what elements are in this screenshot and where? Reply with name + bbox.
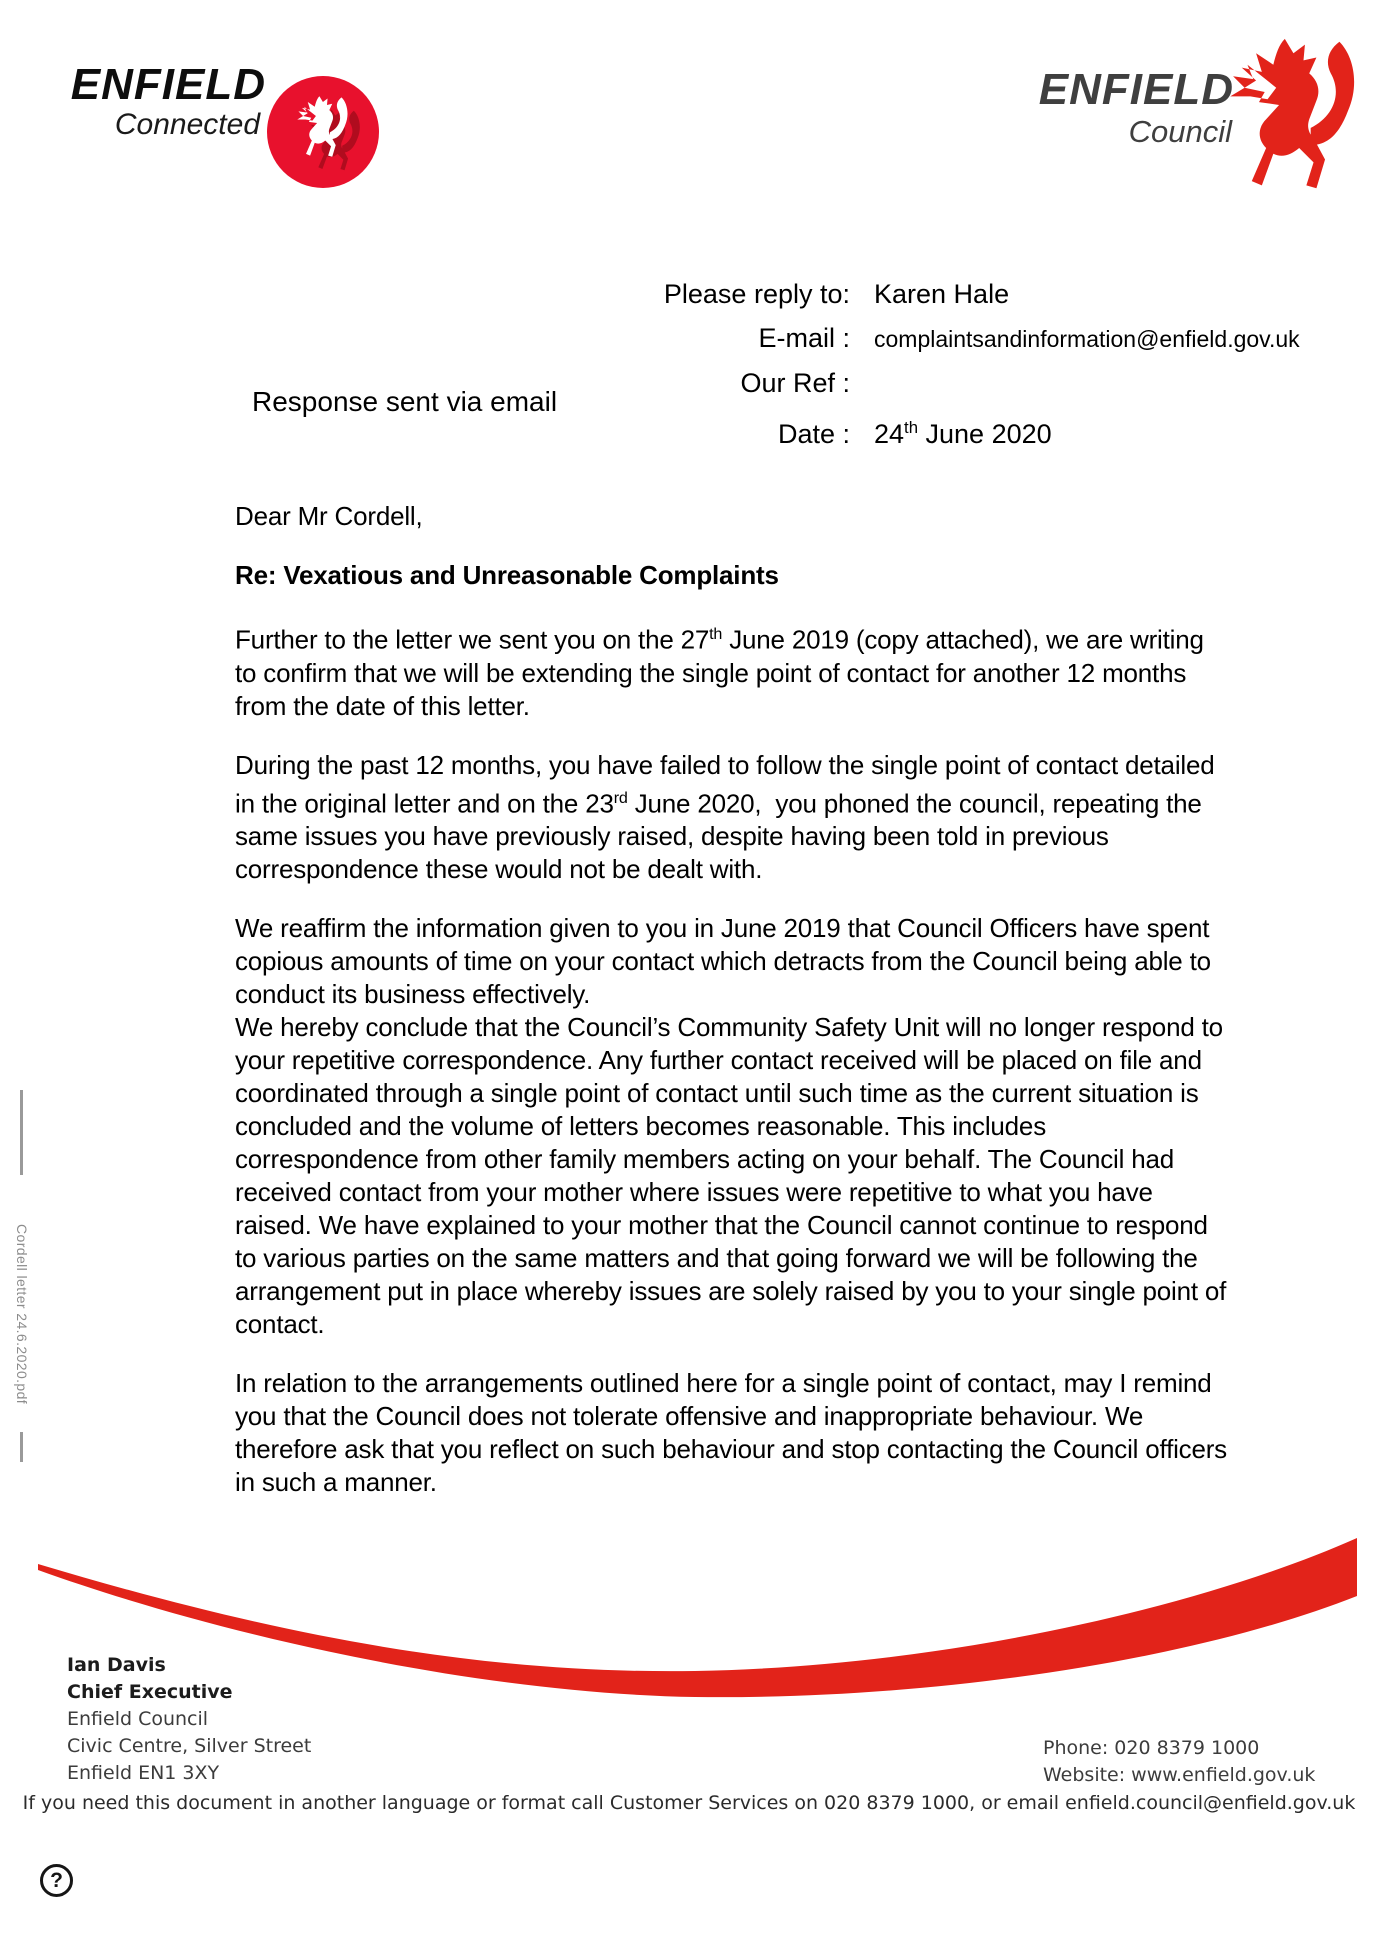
p2-text-b: June 2020, you phoned the council, repeating the same issues you have previously raised, despite having been told in previous correspondence these would not be dealt with. [235,788,1202,885]
date-label: Date : [777,419,850,449]
reply-info-block [540,278,1300,462]
logo-text-enfield: ENFIELD [70,60,266,109]
paragraph-3: We reaffirm the information given to you in June 2019 that Council Officers have spent copious amounts of time on your contact which detracts from the Council being able to conduct its business effectively. [235,913,1211,1010]
reply-to-row [540,278,1300,311]
contact-phone: Phone: 020 8379 1000 [1043,1737,1260,1759]
our-ref-row [540,367,1300,400]
subject-line: Re: Vexatious and Unreasonable Complaints [235,560,779,590]
signatory-org: Enfield Council [67,1708,209,1730]
logo-text-connected: Connected [114,108,260,141]
p2-text-a: During the past 12 months, you have failed to follow the single point of contact detailed in the original letter and on the 23 [235,749,1215,819]
enfield-connected-logo [48,62,266,142]
enfield-connected-wordmark [48,62,266,142]
paragraph-4: We hereby conclude that the Council’s Community Safety Unit will no longer respond to your repetitive correspondence. Any further contact received will be placed on file and coordinated through a single point of contact until such time as the current situation is concluded and the volume of letters becomes reasonable. This includes correspondence from other family members acting on your behalf. The Council had received contact from your mother where issues were repetitive to what you have raised. We have explained to your mother that the Council cannot continue to respond to various parties on the same matters and that going forward we will be following the arrangement put in place whereby issues are solely raised by you to your single point of contact. [235,1012,1227,1340]
date-day: 24 [874,419,905,449]
margin-rule-bottom [20,1432,23,1462]
salutation: Dear Mr Cordell, [235,501,423,531]
p1-text-a: Further to the letter we sent you on the 27 [235,624,710,655]
reply-to-label: Please reply to: [663,279,850,309]
date-value [874,411,1052,451]
email-row [540,322,1300,356]
signature-block [67,1652,311,1787]
email-label: E-mail : [758,323,850,353]
p1-text-b: June 2019 (copy attached), we are writing to confirm that we will be extending the single point of contact for another 12 months from the date of this letter. [235,624,1204,721]
margin-filename-note: Cordell letter 24.6.2020.pdf [14,1224,30,1405]
enfield-beast-circle-icon [267,76,379,188]
help-question-icon[interactable]: ? [40,1864,73,1897]
paragraph-5: In relation to the arrangements outlined here for a single point of contact, may I remind you that the Council does not tolerate offensive and inappropriate behaviour. We therefore ask that you reflect on such behaviour and stop contacting the Council officers in such a manner. [235,1368,1227,1498]
contact-website: Website: www.enfield.gov.uk [1043,1764,1316,1786]
p1-ordinal: th [709,625,723,643]
enfield-beast-icon [1226,36,1358,194]
logo-text-enfield-council-1: ENFIELD [1038,65,1234,114]
signatory-title: Chief Executive [67,1681,233,1703]
paragraph-1 [235,618,1230,723]
date-month-year: June 2020 [918,419,1052,449]
reply-to-value: Karen Hale [874,279,1010,309]
language-help-note: If you need this document in another language or format call Customer Services on 020 8379 1000, or email enfield.council@enfield.gov.uk [22,1792,1356,1814]
signatory-address-1: Civic Centre, Silver Street [67,1735,312,1757]
signatory-address-2: Enfield EN1 3XY [67,1762,220,1784]
email-value: complaintsandinformation@enfield.gov.uk [874,326,1300,352]
p2-ordinal: rd [613,788,628,807]
contact-block [1043,1735,1315,1789]
enfield-council-wordmark [1008,66,1234,150]
date-ordinal: th [904,418,919,437]
response-sent-note: Response sent via email [252,386,558,417]
paragraph-2 [235,749,1230,887]
date-row [540,411,1300,451]
letter-body [235,500,1230,1525]
logo-text-council: Council [1128,114,1232,149]
our-ref-label: Our Ref : [740,368,850,398]
margin-rule-top [20,1090,23,1175]
signatory-name: Ian Davis [67,1654,166,1676]
